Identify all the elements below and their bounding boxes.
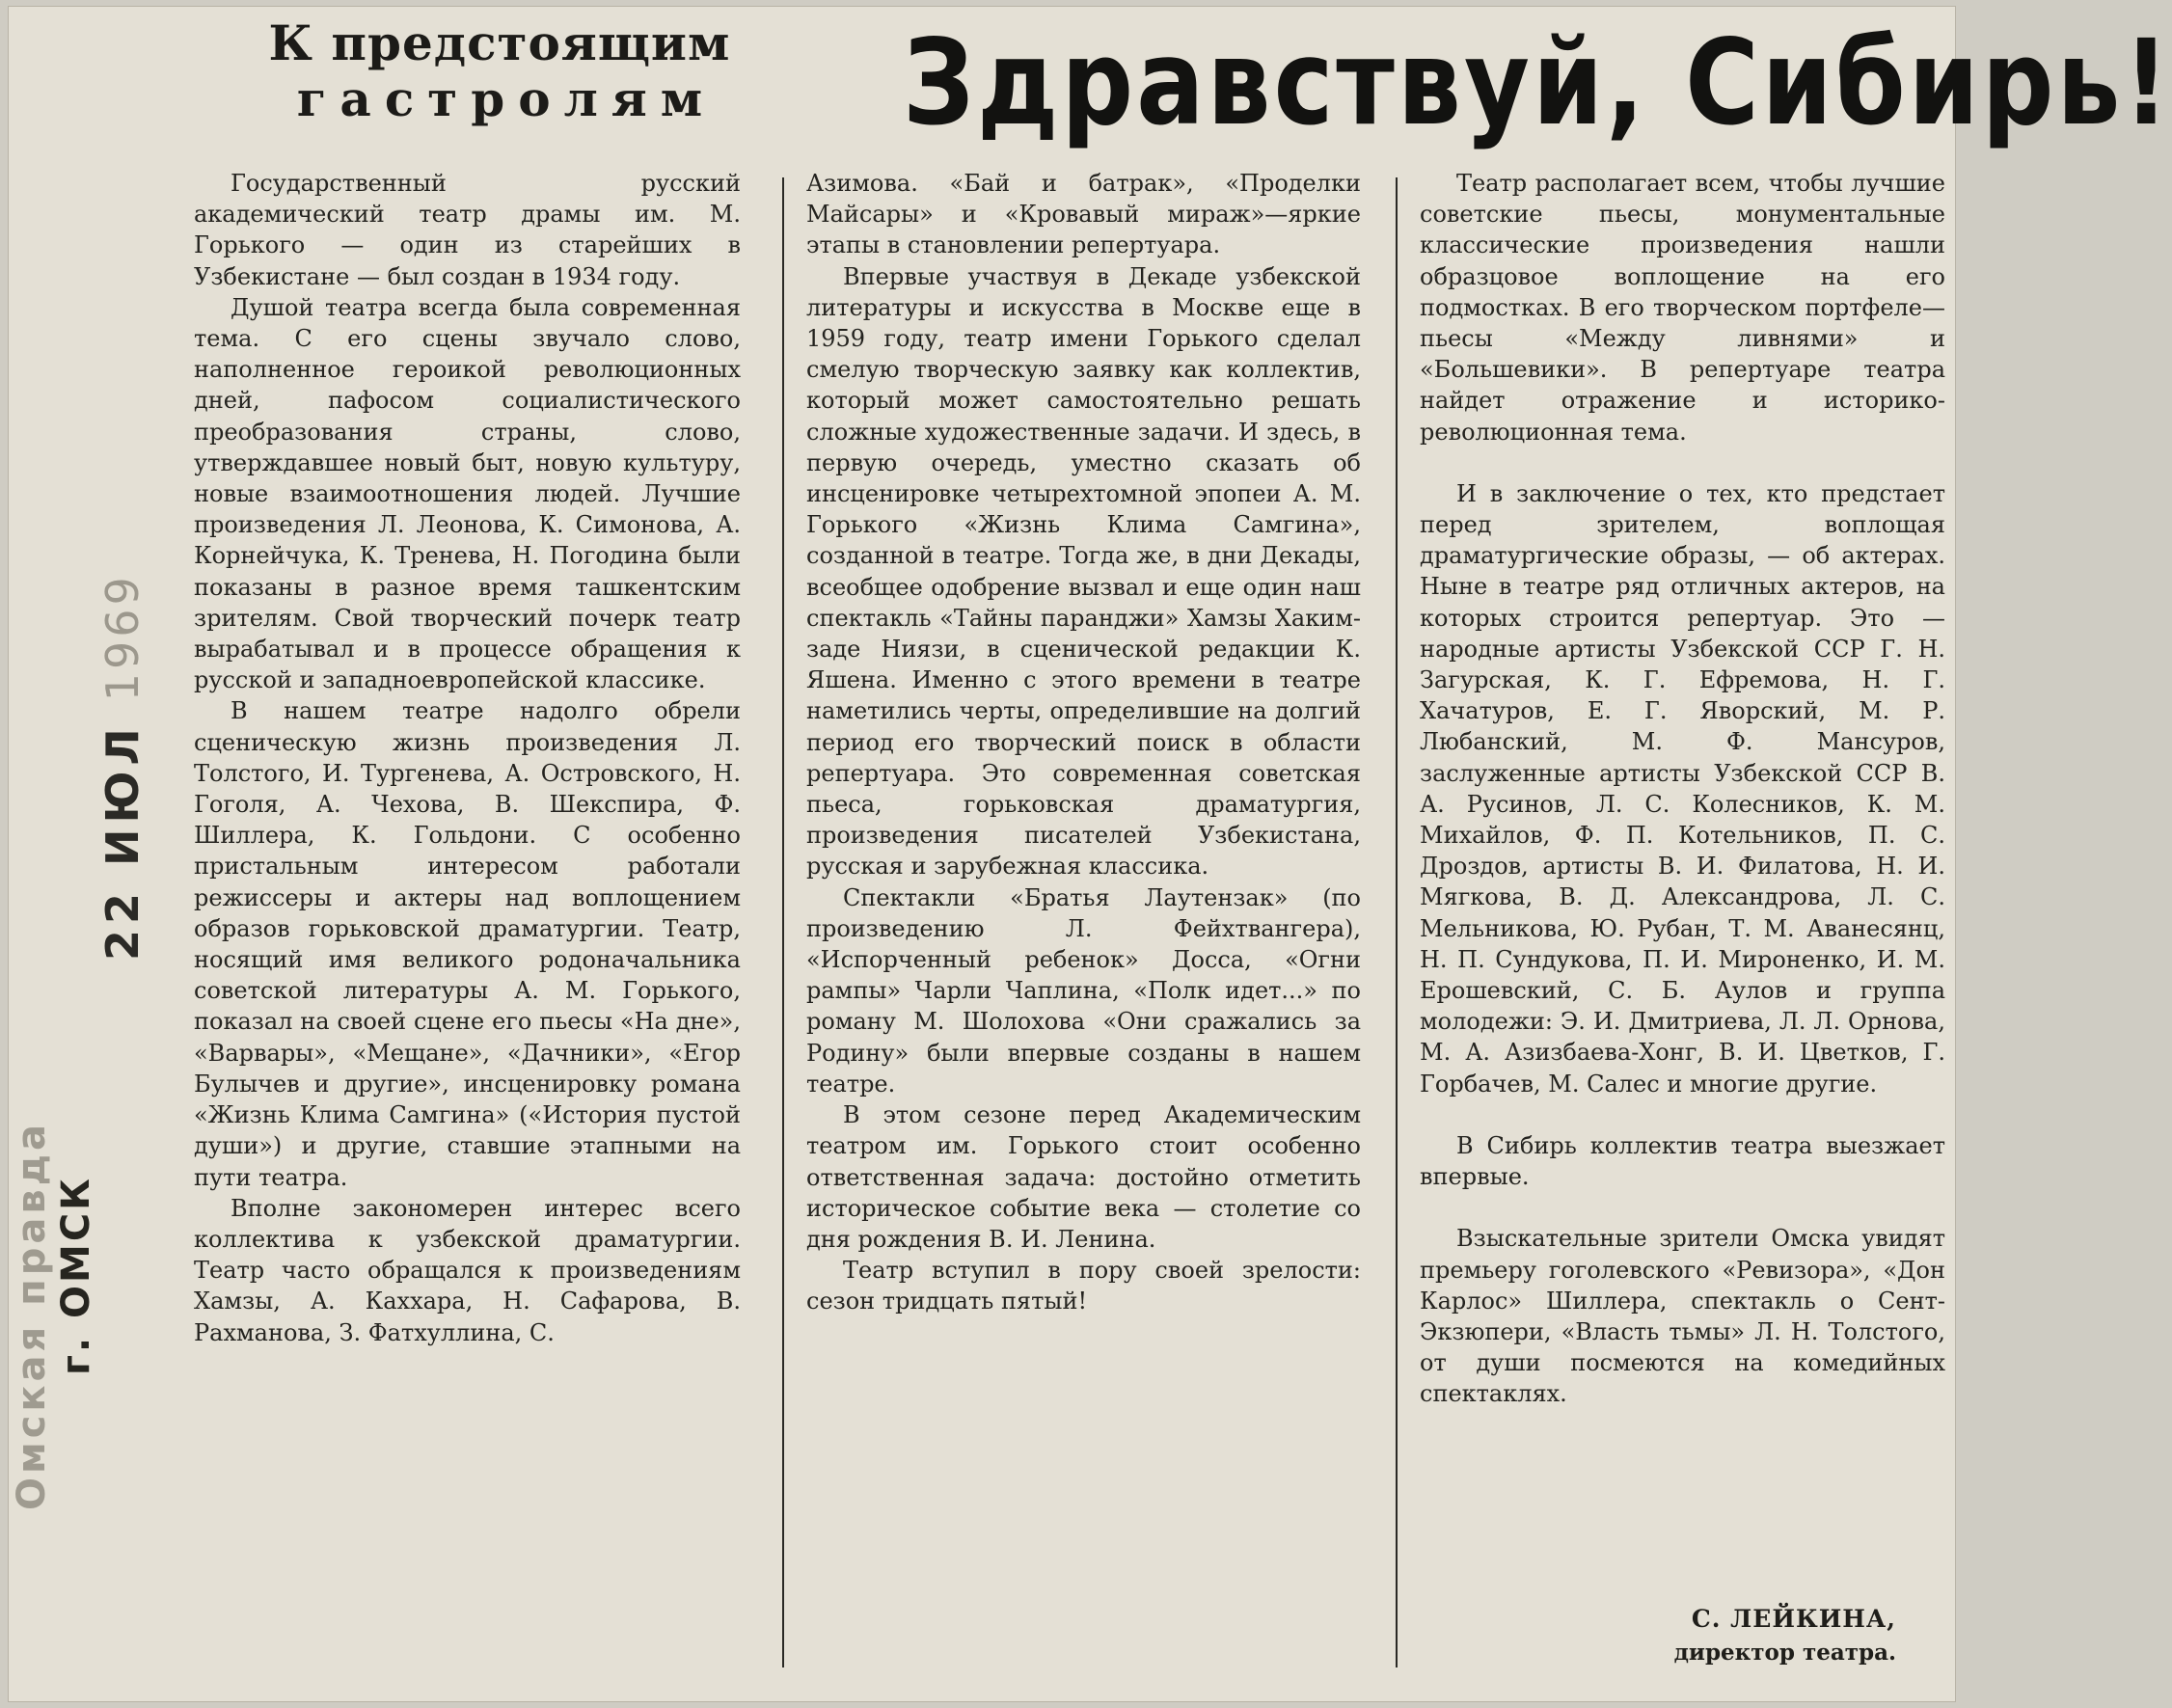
- article-column-2: [806, 168, 1361, 1317]
- paragraph: Азимова. «Бай и батрак», «Проделки Майсары» и «Кровавый мираж»—яркие этапы в становлении репертуара.: [806, 170, 1361, 259]
- paragraph: Вполне закономерен интерес всего коллектива к узбекской драматургии. Театр часто обращался к произведениям Хамзы, А. Каххара, Н. Сафарова, В. Рахманова, З. Фатхуллина, С.: [194, 1194, 741, 1346]
- paragraph: Впервые участвуя в Декаде узбекской литературы и искусства в Москве еще в 1959 году, театр имени Горького сделал смелую творческую заявку как коллектив, который может самостоятельно решать сложные художественные задачи. И здесь, в первую очередь, уместно сказать об инсценировке четырехтомной эпопеи А. М. Горького «Жизнь Клима Самгина», созданной в театре. Тогда же, в дни Декады, всеобщее одобрение вызвал и еще один наш спектакль «Тайны паранджи» Хамзы Хаким-заде Ниязи, в сценической редакции К. Яшена. Именно с этого времени в театре наметились черты, определившие на долгий период его творческий поиск в области репертуара. Это современная советская пьеса, горьковская драматургия, произведения писателей Узбекистана, русская и зарубежная классика.: [806, 262, 1361, 881]
- paragraph: Театр располагает всем, чтобы лучшие советские пьесы, монументальные классические произведения нашли образцовое воплощение на его подмостках. В его творческом портфеле—пьесы «Между ливнями» и «Большевики». В репертуаре театра найдет отражение и историко-революционная тема.: [1420, 170, 1945, 446]
- date-stamp: [96, 573, 149, 961]
- column-divider: [782, 177, 784, 1667]
- paragraph: Душой театра всегда была современная тема. С его сцены звучало слово, наполненное героикой революционных дней, пафосом социалистического преобразования страны, слово, утверждавшее новый быт, новую культуру, новые взаимоотношения людей. Лучшие произведения Л. Леонова, К. Симонова, А. Корнейчука, К. Тренева, Н. Погодина были показаны в разное время ташкентским зрителям. Свой творческий почерк театр вырабатывал и в процессе обращения к русской и западноевропейской классике.: [194, 293, 741, 694]
- article-kicker: [230, 15, 770, 127]
- paragraph: И в заключение о тех, кто предстает перед зрителем, воплощая драматургические образы, — об актерах. Ныне в театре ряд отличных актеров, на которых строится репертуар. Это — народные артисты Узбекской ССР Г. Н. Загурская, К. Г. Ефремова, Н. Г. Хачатуров, Е. Г. Яворский, М. Р. Любанский, М. Ф. Мансуров, заслуженные артисты Узбекской ССР В. А. Русинов, Л. С. Колесников, К. М. Михайлов, Ф. П. Котельников, П. С. Дроздов, артисты В. И. Филатова, Н. И. Мягкова, В. Д. Александрова, Л. С. Мельникова, Ю. Рубан, Т. М. Аванесянц, Н. П. Сундукова, П. И. Мироненко, И. М. Ерошевский, С. Б. Аулов и группа молодежи: Э. И. Дмитриева, Л. Л. Орнова, М. А. Азизбаева-Хонг, В. И. Цветков, Г. Горбачев, М. Салес и многие другие.: [1420, 479, 1945, 1098]
- paragraph: Взыскательные зрители Омска увидят премьеру гоголевского «Ревизора», «Дон Карлос» Шиллера, спектакль о Сент-Экзюпери, «Власть тьмы» Л. Н. Толстого, от души посмеются на комедийных спектаклях.: [1420, 1225, 1945, 1408]
- stamp-year: 1969: [96, 573, 149, 702]
- place-stamp: г. ОМСК: [54, 1176, 98, 1375]
- paragraph: В нашем театре надолго обрели сценическую жизнь произведения Л. Толстого, И. Тургенева, А. Островского, Н. Гоголя, А. Чехова, В. Шекспира, Ф. Шиллера, К. Гольдони. С особенно пристальным интересом работали режиссеры и актеры над воплощением образов горьковской драматургии. Театр, носящий имя великого родоначальника советской литературы А. М. Горького, показал на своей сцене его пьесы «На дне», «Варвары», «Мещане», «Дачники», «Егор Булычев и другие», инсценировку романа «Жизнь Клима Самгина» («История пустой души») и другие, ставшие этапными на пути театра.: [194, 697, 741, 1191]
- newspaper-stamp: Омская правда: [10, 1120, 54, 1510]
- stamp-month: ИЮЛ: [96, 722, 149, 866]
- paragraph: В этом сезоне перед Академическим театром им. Горького стоит особенно ответственная задача: достойно отметить историческое событие века — столетие со дня рождения В. И. Ленина.: [806, 1101, 1361, 1253]
- kicker-line-2: гастролям: [296, 70, 717, 127]
- newspaper-clipping: [8, 6, 2172, 1702]
- kicker-line-1: К предстоящим: [268, 14, 731, 71]
- author-name: С. ЛЕЙКИНА,: [1691, 1605, 1896, 1633]
- stamp-day: 22: [96, 886, 149, 961]
- article-column-3: [1420, 168, 1945, 1410]
- article-headline: Здравствуй, Сибирь!: [903, 14, 2172, 152]
- author-title: директор театра.: [1673, 1640, 1896, 1666]
- paragraph: Театр вступил в пору своей зрелости: сезон тридцать пятый!: [806, 1257, 1361, 1315]
- paragraph: Государственный русский академический театр драмы им. М. Горького — один из старейших в Узбекистане — был создан в 1934 году.: [194, 170, 741, 290]
- paragraph: Спектакли «Братья Лаутензак» (по произведению Л. Фейхтвангера), «Испорченный ребенок» Досса, «Огни рампы» Чарли Чаплина, «Полк идет...» по роману М. Шолохова «Они сражались за Родину» были впервые созданы в нашем театре.: [806, 883, 1361, 1098]
- author-signature: [1674, 1602, 1896, 1669]
- paragraph: В Сибирь коллектив театра выезжает впервые.: [1420, 1131, 1945, 1191]
- article-column-1: [194, 168, 741, 1348]
- column-divider: [1396, 177, 1398, 1667]
